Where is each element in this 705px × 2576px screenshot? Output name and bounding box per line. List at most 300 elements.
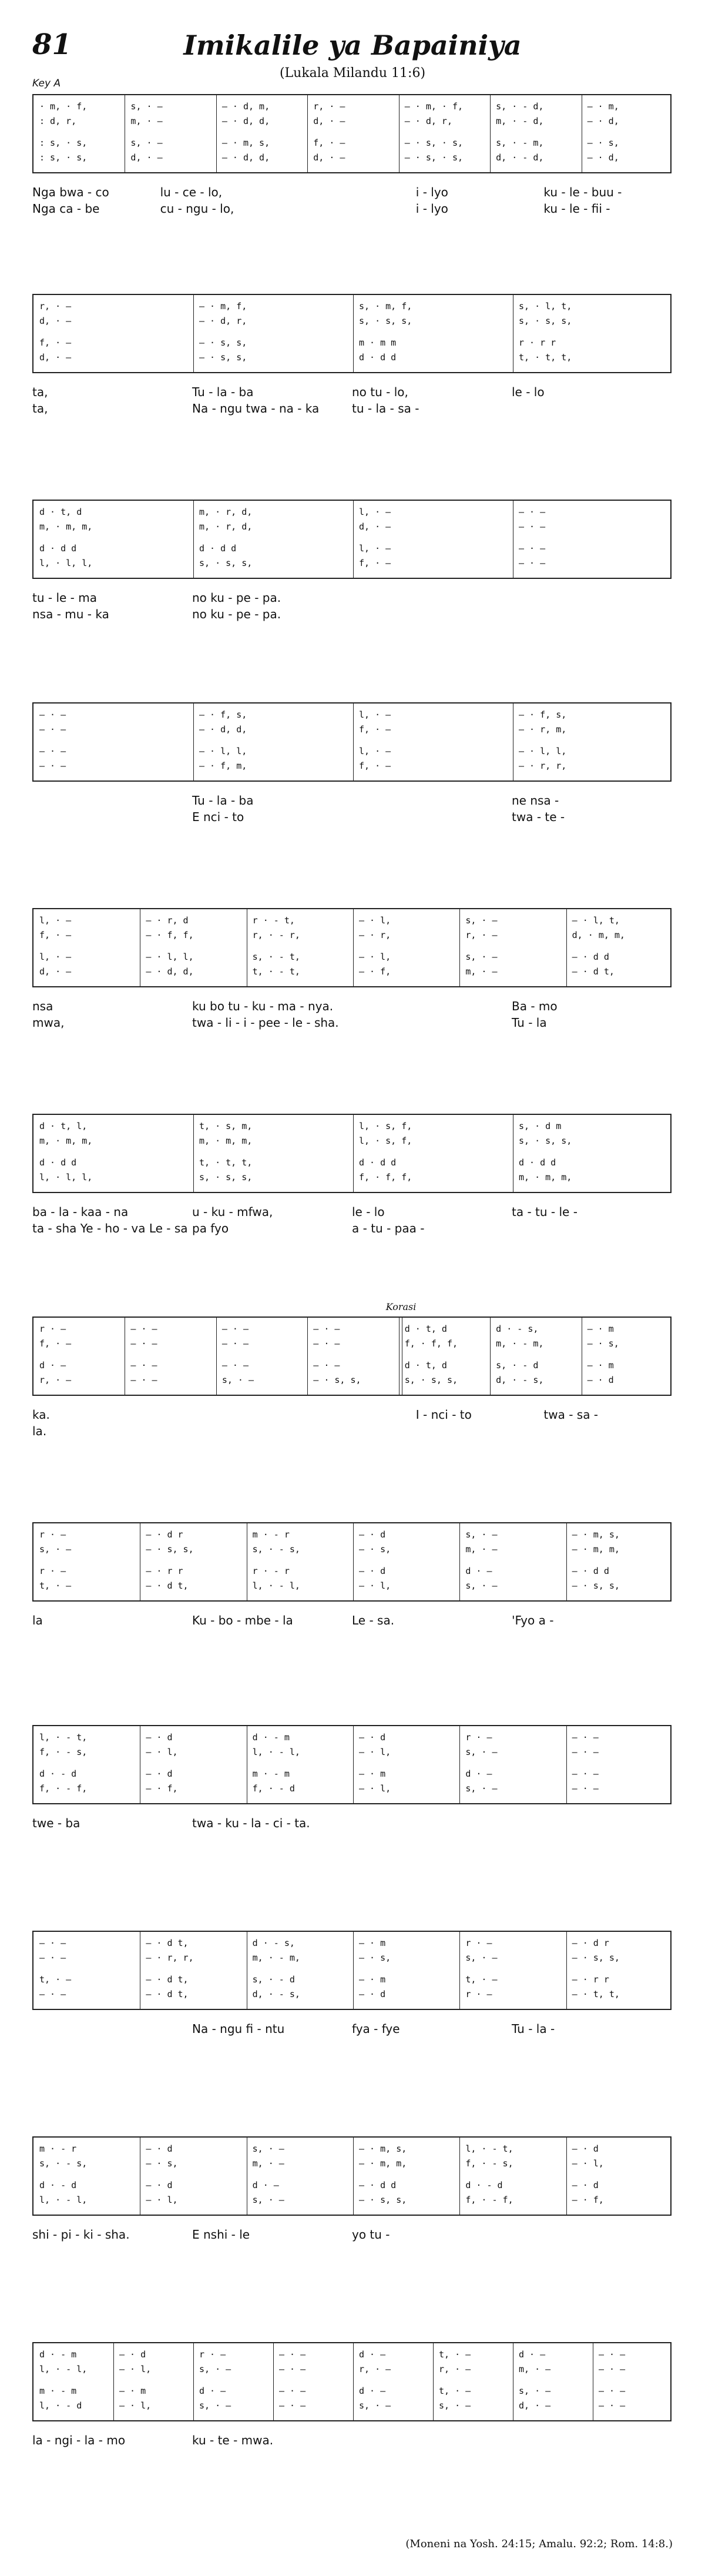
measure-notes: s, · —	[199, 2364, 231, 2374]
measure-notes: — · l, t,	[572, 915, 620, 926]
measure-notes: — · d, d,	[146, 966, 194, 977]
lyric-segment: le - lo	[512, 385, 545, 399]
measure-notes: — · d	[572, 2143, 599, 2154]
voice-row-4	[33, 1580, 673, 1594]
measure-notes: — · l,	[119, 2400, 152, 2411]
measure-notes: t, · t, t,	[519, 352, 572, 363]
measure-notes: : s, · s,	[39, 138, 88, 148]
lyric-segment: ta - sha Ye - ho - va Le - sa	[32, 1221, 188, 1235]
chorus-label: Korasi	[385, 1301, 417, 1312]
measure-notes: d · d d	[39, 1157, 77, 1168]
measure-notes: — · m, s,	[572, 1529, 620, 1540]
measure-notes: s, · - d	[496, 1360, 539, 1371]
measure-notes: d, · —	[130, 152, 163, 163]
voice-row-3	[33, 138, 673, 152]
measure-notes: m, · r, d,	[199, 521, 253, 532]
measure-notes: — · —	[599, 2400, 626, 2411]
measure-notes: — · s, s,	[313, 1375, 361, 1385]
measure-notes: m · m m	[359, 337, 397, 348]
measure-notes: d, · —	[359, 521, 391, 532]
staff	[32, 1317, 672, 1396]
lyric-segment: ba - la - kaa - na	[32, 1205, 129, 1219]
measure-notes: r · —	[39, 1324, 66, 1334]
measure-notes: — · f, s,	[199, 709, 247, 720]
measure-notes: l, · - t,	[465, 2143, 513, 2154]
measure-notes: m · - m	[39, 2386, 77, 2396]
measure-notes: — · d r	[572, 1938, 609, 1948]
measure-notes: — · r r	[146, 1566, 183, 1576]
lyric-segment: twa - li - i - pee - le - sha.	[192, 1016, 339, 1030]
voice-row-2	[33, 2364, 673, 2378]
measure-notes: — · r, m,	[519, 724, 567, 735]
voice-row-4	[33, 1172, 673, 1186]
lyric-segment: Tu - la - ba	[192, 385, 254, 399]
lyric-segment: ku - le - buu -	[543, 185, 622, 199]
measure-notes: r · r r	[519, 337, 556, 348]
lyric-segment: twa - sa -	[543, 1408, 599, 1422]
measure-notes: t, · —	[39, 1580, 72, 1591]
measure-notes: s, · —	[465, 1580, 498, 1591]
measure-notes: — · —	[279, 2386, 306, 2396]
measure-notes: l, · —	[359, 543, 391, 554]
lyric-segment: ta,	[32, 385, 48, 399]
measure-notes: — · s, · s,	[404, 138, 464, 148]
lyric-line-1	[32, 2227, 672, 2243]
staff	[32, 1931, 672, 2010]
lyric-segment: i - lyo	[415, 202, 448, 216]
measure-notes: s, · l, t,	[519, 301, 572, 311]
voice-row-2	[33, 930, 673, 944]
measure-notes: r, · —	[359, 2364, 391, 2374]
measure-notes: r, · —	[39, 301, 72, 311]
measure-notes: s, · —	[465, 1747, 498, 1757]
measure-notes: m, · m, m,	[39, 1135, 93, 1146]
measure-notes: d · - d	[465, 2180, 503, 2190]
measure-notes: — · f,	[359, 966, 391, 977]
voice-row-3	[33, 952, 673, 966]
measure-notes: — · f, m,	[199, 761, 247, 771]
measure-notes: s, · s, s,	[519, 1135, 572, 1146]
measure-notes: — · d d	[359, 2180, 397, 2190]
measure-notes: — · d	[359, 1732, 386, 1743]
measure-notes: — · s,	[587, 1338, 619, 1349]
measure-notes: — · d	[587, 1375, 614, 1385]
lyric-line-2	[32, 1833, 672, 1848]
measure-notes: f, · - f,	[465, 2195, 513, 2205]
measure-notes: — · —	[221, 1338, 249, 1349]
voice-row-2	[33, 1135, 673, 1150]
measure-notes: — · —	[519, 521, 546, 532]
system-12	[32, 2342, 672, 2486]
system-11	[32, 2136, 672, 2280]
measure-notes: f, · —	[313, 138, 345, 148]
lyric-segment: nsa - mu - ka	[32, 607, 109, 621]
staff	[32, 2342, 672, 2421]
voice-row-2	[33, 2158, 673, 2172]
measure-notes: — · d	[146, 1768, 173, 1779]
voice-row-1	[33, 1121, 673, 1135]
lyric-segment: Na - ngu twa - na - ka	[192, 401, 320, 416]
measure-notes: s, · s, s,	[359, 316, 412, 326]
measure-notes: — · —	[572, 1783, 599, 1794]
measure-notes: l, · - l,	[252, 1580, 300, 1591]
measure-notes: d · —	[519, 2349, 546, 2360]
measure-notes: — · l, l,	[199, 746, 247, 756]
measure-notes: — · d,	[587, 152, 619, 163]
measure-notes: s, · s, s,	[199, 558, 253, 568]
measure-notes: — · d	[359, 1529, 386, 1540]
measure-notes: — · —	[519, 558, 546, 568]
measure-notes: r, · —	[39, 1375, 72, 1385]
measure-notes: — · d t,	[572, 966, 615, 977]
voice-row-3	[33, 2386, 673, 2400]
voice-row-4	[33, 1375, 673, 1389]
measure-notes: s, · s, s,	[404, 1375, 458, 1385]
lyric-line-2	[32, 2038, 672, 2054]
system-7	[32, 1301, 672, 1460]
measure-notes: d · - m	[252, 1732, 290, 1743]
voice-row-1	[33, 301, 673, 315]
system-1	[32, 94, 672, 238]
measure-notes: s, · —	[252, 2195, 284, 2205]
measure-notes: d · - s,	[252, 1938, 295, 1948]
lyric-segment: fya - fye	[352, 2022, 400, 2036]
measure-notes: m, · —	[465, 1544, 498, 1555]
measure-notes: — · r, r,	[519, 761, 567, 771]
measure-notes: f, · —	[39, 930, 72, 940]
measure-notes: t, · —	[439, 2349, 471, 2360]
measure-notes: m, · - d,	[496, 116, 544, 126]
lyric-segment: Tu - la - ba	[192, 793, 254, 808]
lyric-line-2	[32, 607, 672, 622]
measure-notes: s, · - m,	[496, 138, 544, 148]
system-6	[32, 1114, 672, 1258]
measure-notes: d · d d	[39, 543, 77, 554]
measure-notes: — · s, s,	[199, 337, 247, 348]
measure-notes: t, · —	[439, 2386, 471, 2396]
measure-notes: f, · - f,	[39, 1783, 88, 1794]
measure-notes: — · s, s,	[199, 352, 247, 363]
lyric-line-2	[32, 2450, 672, 2465]
lyric-line-1	[32, 591, 672, 606]
voice-row-1	[33, 1529, 673, 1543]
measure-notes: — · —	[130, 1338, 157, 1349]
lyric-segment: yo tu -	[352, 2227, 390, 2242]
measure-notes: — · d, d,	[221, 116, 270, 126]
measure-notes: — · —	[221, 1324, 249, 1334]
lyric-segment: tu - le - ma	[32, 591, 97, 605]
measure-notes: m, · m, m,	[199, 1135, 253, 1146]
voice-row-4	[33, 2195, 673, 2209]
lyric-segment: tu - la - sa -	[352, 401, 419, 416]
measure-notes: — · d	[359, 1566, 386, 1576]
measure-notes: — · —	[39, 724, 66, 735]
measure-notes: d · —	[465, 1566, 492, 1576]
measure-notes: — · —	[572, 1732, 599, 1743]
voice-row-4	[33, 558, 673, 572]
measure-notes: — · r, d	[146, 915, 189, 926]
measure-notes: l, · - d	[39, 2400, 82, 2411]
lyric-segment: Tu - la -	[512, 2022, 555, 2036]
staff	[32, 908, 672, 987]
measure-notes: m · - r	[252, 1529, 290, 1540]
lyric-line-2	[32, 1630, 672, 1645]
staff	[32, 1522, 672, 1602]
lyric-line-2	[32, 1424, 672, 1439]
lyric-segment: Le - sa.	[352, 1613, 395, 1627]
lyric-line-1	[32, 2433, 672, 2448]
measure-notes: — · t, t,	[572, 1989, 620, 1999]
voice-row-3	[33, 337, 673, 351]
measure-notes: d, · m, m,	[572, 930, 625, 940]
measure-notes: l, · —	[39, 952, 72, 962]
voice-row-3	[33, 1157, 673, 1171]
measure-notes: — · d t,	[146, 1938, 189, 1948]
measure-notes: — · —	[519, 543, 546, 554]
measure-notes: — · —	[599, 2349, 626, 2360]
measure-notes: — · s,	[359, 1544, 391, 1555]
measure-notes: — · d, d,	[221, 152, 270, 163]
lyric-segment: ne nsa -	[512, 793, 559, 808]
measure-notes: — · m	[359, 1974, 386, 1985]
lyric-line-1	[32, 1816, 672, 1831]
measure-notes: d, · —	[39, 316, 72, 326]
measure-notes: d · d d	[199, 543, 237, 554]
measure-notes: — · s, s,	[572, 1952, 620, 1963]
measure-notes: — · m,	[587, 101, 619, 112]
measure-notes: m, · r, d,	[199, 507, 253, 517]
lyric-segment: pa fyo	[192, 1221, 229, 1235]
measure-notes: — · f, s,	[519, 709, 567, 720]
lyric-segment: lu - ce - lo,	[160, 185, 223, 199]
measure-notes: m · - r	[39, 2143, 77, 2154]
measure-notes: d, · - s,	[252, 1989, 300, 1999]
voice-row-4	[33, 761, 673, 775]
lyric-line-2	[32, 1221, 672, 1237]
measure-notes: f, · —	[39, 1338, 72, 1349]
measure-notes: — · l,	[359, 1783, 391, 1794]
measure-notes: d, · —	[39, 966, 72, 977]
scripture-reference: (Lukala Milandu 11:6)	[279, 66, 426, 81]
system-10	[32, 1931, 672, 2075]
measure-notes: — · r, r,	[146, 1952, 194, 1963]
song-title: Imikalile ya Bapainiya	[183, 29, 522, 61]
measure-notes: — · —	[130, 1324, 157, 1334]
measure-notes: m, · m, m,	[39, 521, 93, 532]
lyric-segment: Ba - mo	[512, 999, 558, 1013]
measure-notes: — · s, s,	[146, 1544, 194, 1555]
measure-notes: — · s, s,	[359, 2195, 407, 2205]
measure-notes: f, · - s,	[39, 1747, 88, 1757]
measure-notes: l, · s, f,	[359, 1121, 412, 1131]
measure-notes: — · —	[313, 1338, 340, 1349]
measure-notes: l, · - l,	[39, 2364, 88, 2374]
staff	[32, 1114, 672, 1193]
staff	[32, 500, 672, 579]
voice-row-2	[33, 1338, 673, 1352]
measure-notes: — · l,	[146, 1747, 178, 1757]
measure-notes: f, · —	[39, 337, 72, 348]
measure-notes: — · l,	[359, 952, 391, 962]
voice-row-3	[33, 746, 673, 760]
measure-notes: · m, · f,	[39, 101, 88, 112]
measure-notes: — · d, m,	[221, 101, 270, 112]
measure-notes: — · —	[130, 1375, 157, 1385]
measure-notes: l, · - t,	[39, 1732, 88, 1743]
measure-notes: — · m, · f,	[404, 101, 464, 112]
lyric-segment: E nci - to	[192, 810, 244, 824]
lyric-line-2	[32, 810, 672, 825]
lyric-segment: nsa	[32, 999, 53, 1013]
lyric-segment: twa - te -	[512, 810, 565, 824]
lyric-segment: I - nci - to	[415, 1408, 472, 1422]
voice-row-4	[33, 1783, 673, 1797]
measure-notes: d · —	[252, 2180, 279, 2190]
measure-notes: t, · s, m,	[199, 1121, 253, 1131]
system-3	[32, 500, 672, 644]
measure-notes: — · s, s,	[572, 1580, 620, 1591]
measure-notes: d · - m	[39, 2349, 77, 2360]
voice-row-3	[33, 543, 673, 557]
measure-notes: s, · —	[465, 952, 498, 962]
measure-notes: — · m, f,	[199, 301, 247, 311]
system-5	[32, 908, 672, 1052]
measure-notes: — · —	[519, 507, 546, 517]
lyric-segment: ta,	[32, 401, 48, 416]
measure-notes: f, · —	[359, 724, 391, 735]
lyric-segment: ka.	[32, 1408, 50, 1422]
measure-notes: d, · —	[39, 352, 72, 363]
measure-notes: — · —	[39, 761, 66, 771]
measure-notes: m, · —	[465, 966, 498, 977]
measure-notes: m, · - m,	[252, 1952, 300, 1963]
measure-notes: — · d	[146, 2180, 173, 2190]
measure-notes: — · s, · s,	[404, 152, 464, 163]
measure-notes: — · m	[119, 2386, 146, 2396]
measure-notes: m, · —	[252, 2158, 284, 2169]
measure-notes: — · —	[279, 2349, 306, 2360]
measure-notes: — · —	[39, 709, 66, 720]
measure-notes: d · —	[359, 2349, 386, 2360]
lyric-segment: Na - ngu fi - ntu	[192, 2022, 285, 2036]
staff	[32, 1725, 672, 1804]
lyric-segment: no ku - pe - pa.	[192, 591, 281, 605]
measure-notes: — · d d	[572, 952, 609, 962]
voice-row-3	[33, 1974, 673, 1988]
measure-notes: — · d	[572, 2180, 599, 2190]
measure-notes: f, · f, f,	[404, 1338, 458, 1349]
voice-row-2	[33, 1952, 673, 1967]
measure-notes: — · s,	[359, 1952, 391, 1963]
measure-notes: s, · —	[439, 2400, 471, 2411]
measure-notes: d · t, d	[39, 507, 82, 517]
measure-notes: f, · —	[359, 761, 391, 771]
lyric-segment: Nga ca - be	[32, 202, 100, 216]
voice-row-2	[33, 724, 673, 738]
voice-row-2	[33, 116, 673, 130]
measure-notes: s, · —	[465, 1952, 498, 1963]
measure-notes: l, · l, l,	[39, 1172, 93, 1183]
measure-notes: — · m	[587, 1360, 614, 1371]
measure-notes: d, · - d,	[496, 152, 544, 163]
lyric-segment: twa - ku - la - ci - ta.	[192, 1816, 310, 1830]
measure-notes: d · t, d	[404, 1324, 447, 1334]
voice-row-3	[33, 1360, 673, 1374]
lyric-segment: shi - pi - ki - sha.	[32, 2227, 130, 2242]
measure-notes: d · —	[39, 1360, 66, 1371]
measure-notes: — · d, r,	[404, 116, 452, 126]
measure-notes: s, · - d,	[496, 101, 544, 112]
measure-notes: — · m, s,	[359, 2143, 407, 2154]
measure-notes: l, · - l,	[252, 1747, 300, 1757]
voice-row-1	[33, 101, 673, 115]
lyric-line-2	[32, 2244, 672, 2259]
lyric-segment: no ku - pe - pa.	[192, 607, 281, 621]
measure-notes: r · —	[39, 1566, 66, 1576]
measure-notes: — · —	[572, 1768, 599, 1779]
lyric-segment: a - tu - paa -	[352, 1221, 425, 1235]
lyric-segment: mwa,	[32, 1016, 65, 1030]
measure-notes: s, · m, f,	[359, 301, 412, 311]
lyric-line-1	[32, 2022, 672, 2037]
measure-notes: — · —	[39, 1952, 66, 1963]
voice-row-4	[33, 152, 673, 166]
lyric-segment: la	[32, 1613, 43, 1627]
system-8	[32, 1522, 672, 1666]
lyric-line-1	[32, 1613, 672, 1629]
measure-notes: r · —	[199, 2349, 226, 2360]
measure-notes: — · —	[313, 1324, 340, 1334]
measure-notes: s, · —	[359, 2400, 391, 2411]
measure-notes: s, · —	[465, 915, 498, 926]
measure-notes: s, · —	[465, 1783, 498, 1794]
measure-notes: — · —	[279, 2400, 306, 2411]
measure-notes: r, · —	[313, 101, 345, 112]
measure-notes: — · m	[359, 1938, 386, 1948]
system-2	[32, 294, 672, 438]
voice-row-3	[33, 1768, 673, 1783]
measure-notes: — · m, s,	[221, 138, 270, 148]
system-4	[32, 702, 672, 846]
measure-notes: l, · —	[359, 709, 391, 720]
voice-row-2	[33, 1747, 673, 1761]
measure-notes: — · l,	[572, 2158, 604, 2169]
measure-notes: d · t, l,	[39, 1121, 88, 1131]
measure-notes: — · l,	[359, 1580, 391, 1591]
measure-notes: — · —	[221, 1360, 249, 1371]
measure-notes: — · —	[39, 1989, 66, 1999]
measure-notes: s, · d m	[519, 1121, 562, 1131]
lyric-line-1	[32, 1408, 672, 1423]
measure-notes: s, · - t,	[252, 952, 300, 962]
key-signature: Key A	[32, 78, 61, 89]
measure-notes: : s, · s,	[39, 152, 88, 163]
measure-notes: — · d, d,	[199, 724, 247, 735]
measure-notes: — · —	[130, 1360, 157, 1371]
measure-notes: r · - t,	[252, 915, 295, 926]
voice-row-1	[33, 1732, 673, 1746]
voice-row-4	[33, 966, 673, 980]
measure-notes: — · s,	[587, 138, 619, 148]
lyric-line-1	[32, 385, 672, 400]
measure-notes: m, · - m,	[496, 1338, 544, 1349]
measure-notes: — · —	[572, 1747, 599, 1757]
measure-notes: d · - d	[39, 2180, 77, 2190]
voice-row-4	[33, 352, 673, 366]
measure-notes: — · m	[359, 1768, 386, 1779]
voice-row-3	[33, 2180, 673, 2194]
measure-notes: d · d d	[359, 1157, 397, 1168]
